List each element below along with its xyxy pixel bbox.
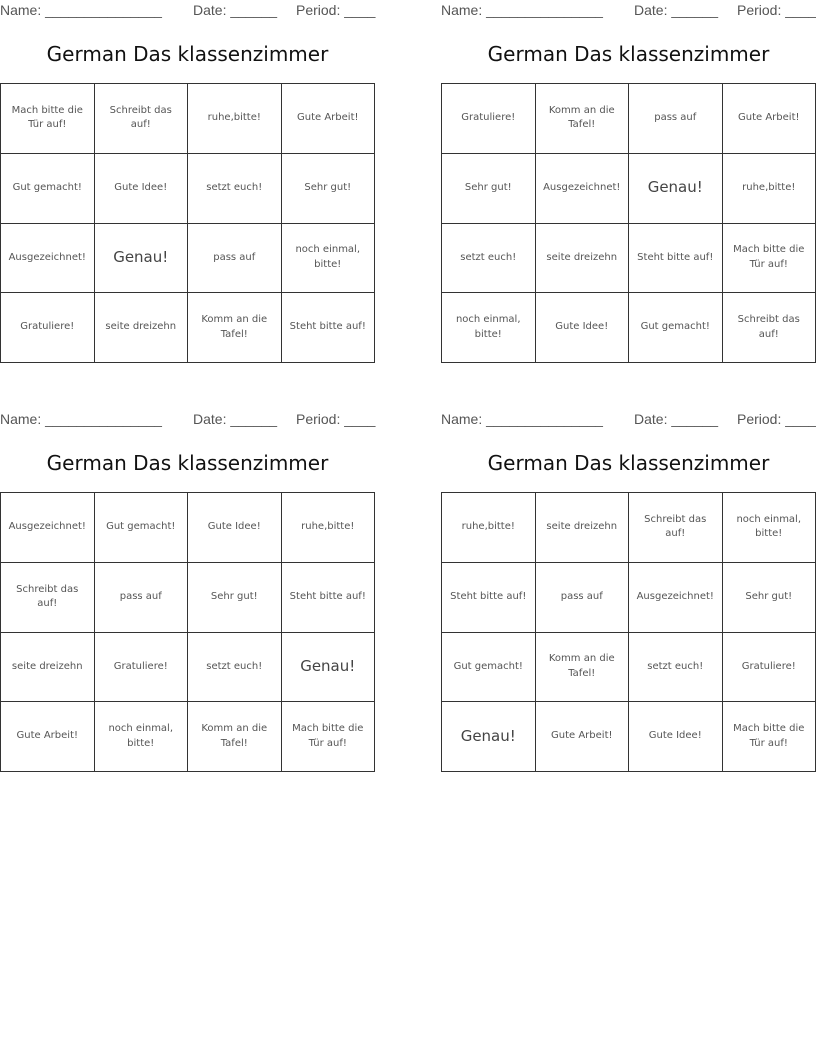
bingo-grid xyxy=(441,83,816,363)
bingo-cell: noch einmal, bitte! xyxy=(282,224,376,294)
bingo-cell: setzt euch! xyxy=(188,633,282,703)
bingo-cell: Ausgezeichnet! xyxy=(629,563,723,633)
bingo-cell: Gute Arbeit! xyxy=(1,702,95,772)
bingo-cell: Gratuliere! xyxy=(95,633,189,703)
period-field-label: Period: ____ xyxy=(737,2,816,18)
bingo-cell: Gute Arbeit! xyxy=(282,84,376,154)
bingo-cell: seite dreizehn xyxy=(536,224,630,294)
bingo-cell: Gut gemacht! xyxy=(1,154,95,224)
bingo-cell: Steht bitte auf! xyxy=(442,563,536,633)
bingo-cell: Komm an die Tafel! xyxy=(536,633,630,703)
bingo-cell: Mach bitte die Tür auf! xyxy=(1,84,95,154)
bingo-cell: pass auf xyxy=(629,84,723,154)
bingo-cell: pass auf xyxy=(95,563,189,633)
student-info-header xyxy=(0,2,375,22)
bingo-cell: Gute Idee! xyxy=(629,702,723,772)
bingo-card-3 xyxy=(0,409,375,789)
bingo-grid xyxy=(441,492,816,772)
bingo-cell: ruhe,bitte! xyxy=(723,154,816,224)
bingo-cell: Schreibt das auf! xyxy=(629,493,723,563)
bingo-cell: Komm an die Tafel! xyxy=(536,84,630,154)
date-field-label: Date: ______ xyxy=(634,411,719,427)
bingo-cell: Schreibt das auf! xyxy=(723,293,816,363)
bingo-cell: Gratuliere! xyxy=(723,633,816,703)
bingo-cell: Steht bitte auf! xyxy=(629,224,723,294)
bingo-cell: Gute Idee! xyxy=(188,493,282,563)
bingo-cell: Gute Arbeit! xyxy=(536,702,630,772)
bingo-cell: Mach bitte die Tür auf! xyxy=(723,702,816,772)
bingo-cell: Komm an die Tafel! xyxy=(188,293,282,363)
bingo-card-2 xyxy=(441,0,816,380)
bingo-card-1 xyxy=(0,0,375,380)
card-title: German Das klassenzimmer xyxy=(46,451,329,475)
bingo-cell: Gratuliere! xyxy=(442,84,536,154)
bingo-cell: seite dreizehn xyxy=(95,293,189,363)
free-space-cell: Genau! xyxy=(629,154,723,224)
bingo-cell: Mach bitte die Tür auf! xyxy=(723,224,816,294)
bingo-cell: ruhe,bitte! xyxy=(188,84,282,154)
date-field-label: Date: ______ xyxy=(634,2,719,18)
bingo-cell: Gut gemacht! xyxy=(95,493,189,563)
student-info-header xyxy=(0,411,375,431)
card-title: German Das klassenzimmer xyxy=(46,42,329,66)
period-field-label: Period: ____ xyxy=(296,2,376,18)
card-title: German Das klassenzimmer xyxy=(487,451,770,475)
name-field-label: Name: _______________ xyxy=(441,411,603,427)
bingo-cell: Ausgezeichnet! xyxy=(1,493,95,563)
date-field-label: Date: ______ xyxy=(193,411,278,427)
bingo-cell: Steht bitte auf! xyxy=(282,293,376,363)
bingo-cell: Ausgezeichnet! xyxy=(1,224,95,294)
bingo-cell: pass auf xyxy=(536,563,630,633)
name-field-label: Name: _______________ xyxy=(0,411,162,427)
bingo-grid xyxy=(0,83,375,363)
bingo-cell: pass auf xyxy=(188,224,282,294)
student-info-header xyxy=(441,411,816,431)
bingo-cell: Mach bitte die Tür auf! xyxy=(282,702,376,772)
bingo-cell: seite dreizehn xyxy=(1,633,95,703)
bingo-cell: Gute Idee! xyxy=(95,154,189,224)
bingo-cell: noch einmal, bitte! xyxy=(723,493,816,563)
bingo-card-4 xyxy=(441,409,816,789)
bingo-cell: Komm an die Tafel! xyxy=(188,702,282,772)
bingo-cell: Gute Idee! xyxy=(536,293,630,363)
bingo-cell: Sehr gut! xyxy=(282,154,376,224)
date-field-label: Date: ______ xyxy=(193,2,278,18)
bingo-cell: Sehr gut! xyxy=(723,563,816,633)
bingo-cell: Gute Arbeit! xyxy=(723,84,816,154)
bingo-cell: ruhe,bitte! xyxy=(442,493,536,563)
bingo-cell: Steht bitte auf! xyxy=(282,563,376,633)
name-field-label: Name: _______________ xyxy=(441,2,603,18)
bingo-cell: Sehr gut! xyxy=(188,563,282,633)
bingo-cell: setzt euch! xyxy=(188,154,282,224)
bingo-grid xyxy=(0,492,375,772)
name-field-label: Name: _______________ xyxy=(0,2,162,18)
bingo-cell: Schreibt das auf! xyxy=(95,84,189,154)
free-space-cell: Genau! xyxy=(95,224,189,294)
bingo-cell: noch einmal, bitte! xyxy=(442,293,536,363)
bingo-cell: Sehr gut! xyxy=(442,154,536,224)
free-space-cell: Genau! xyxy=(282,633,376,703)
bingo-cell: Gut gemacht! xyxy=(629,293,723,363)
free-space-cell: Genau! xyxy=(442,702,536,772)
bingo-cell: seite dreizehn xyxy=(536,493,630,563)
period-field-label: Period: ____ xyxy=(737,411,816,427)
bingo-cell: setzt euch! xyxy=(442,224,536,294)
bingo-cell: ruhe,bitte! xyxy=(282,493,376,563)
bingo-cell: noch einmal, bitte! xyxy=(95,702,189,772)
period-field-label: Period: ____ xyxy=(296,411,376,427)
bingo-cell: setzt euch! xyxy=(629,633,723,703)
card-title: German Das klassenzimmer xyxy=(487,42,770,66)
bingo-cell: Gut gemacht! xyxy=(442,633,536,703)
bingo-cell: Ausgezeichnet! xyxy=(536,154,630,224)
bingo-cell: Gratuliere! xyxy=(1,293,95,363)
bingo-cell: Schreibt das auf! xyxy=(1,563,95,633)
student-info-header xyxy=(441,2,816,22)
